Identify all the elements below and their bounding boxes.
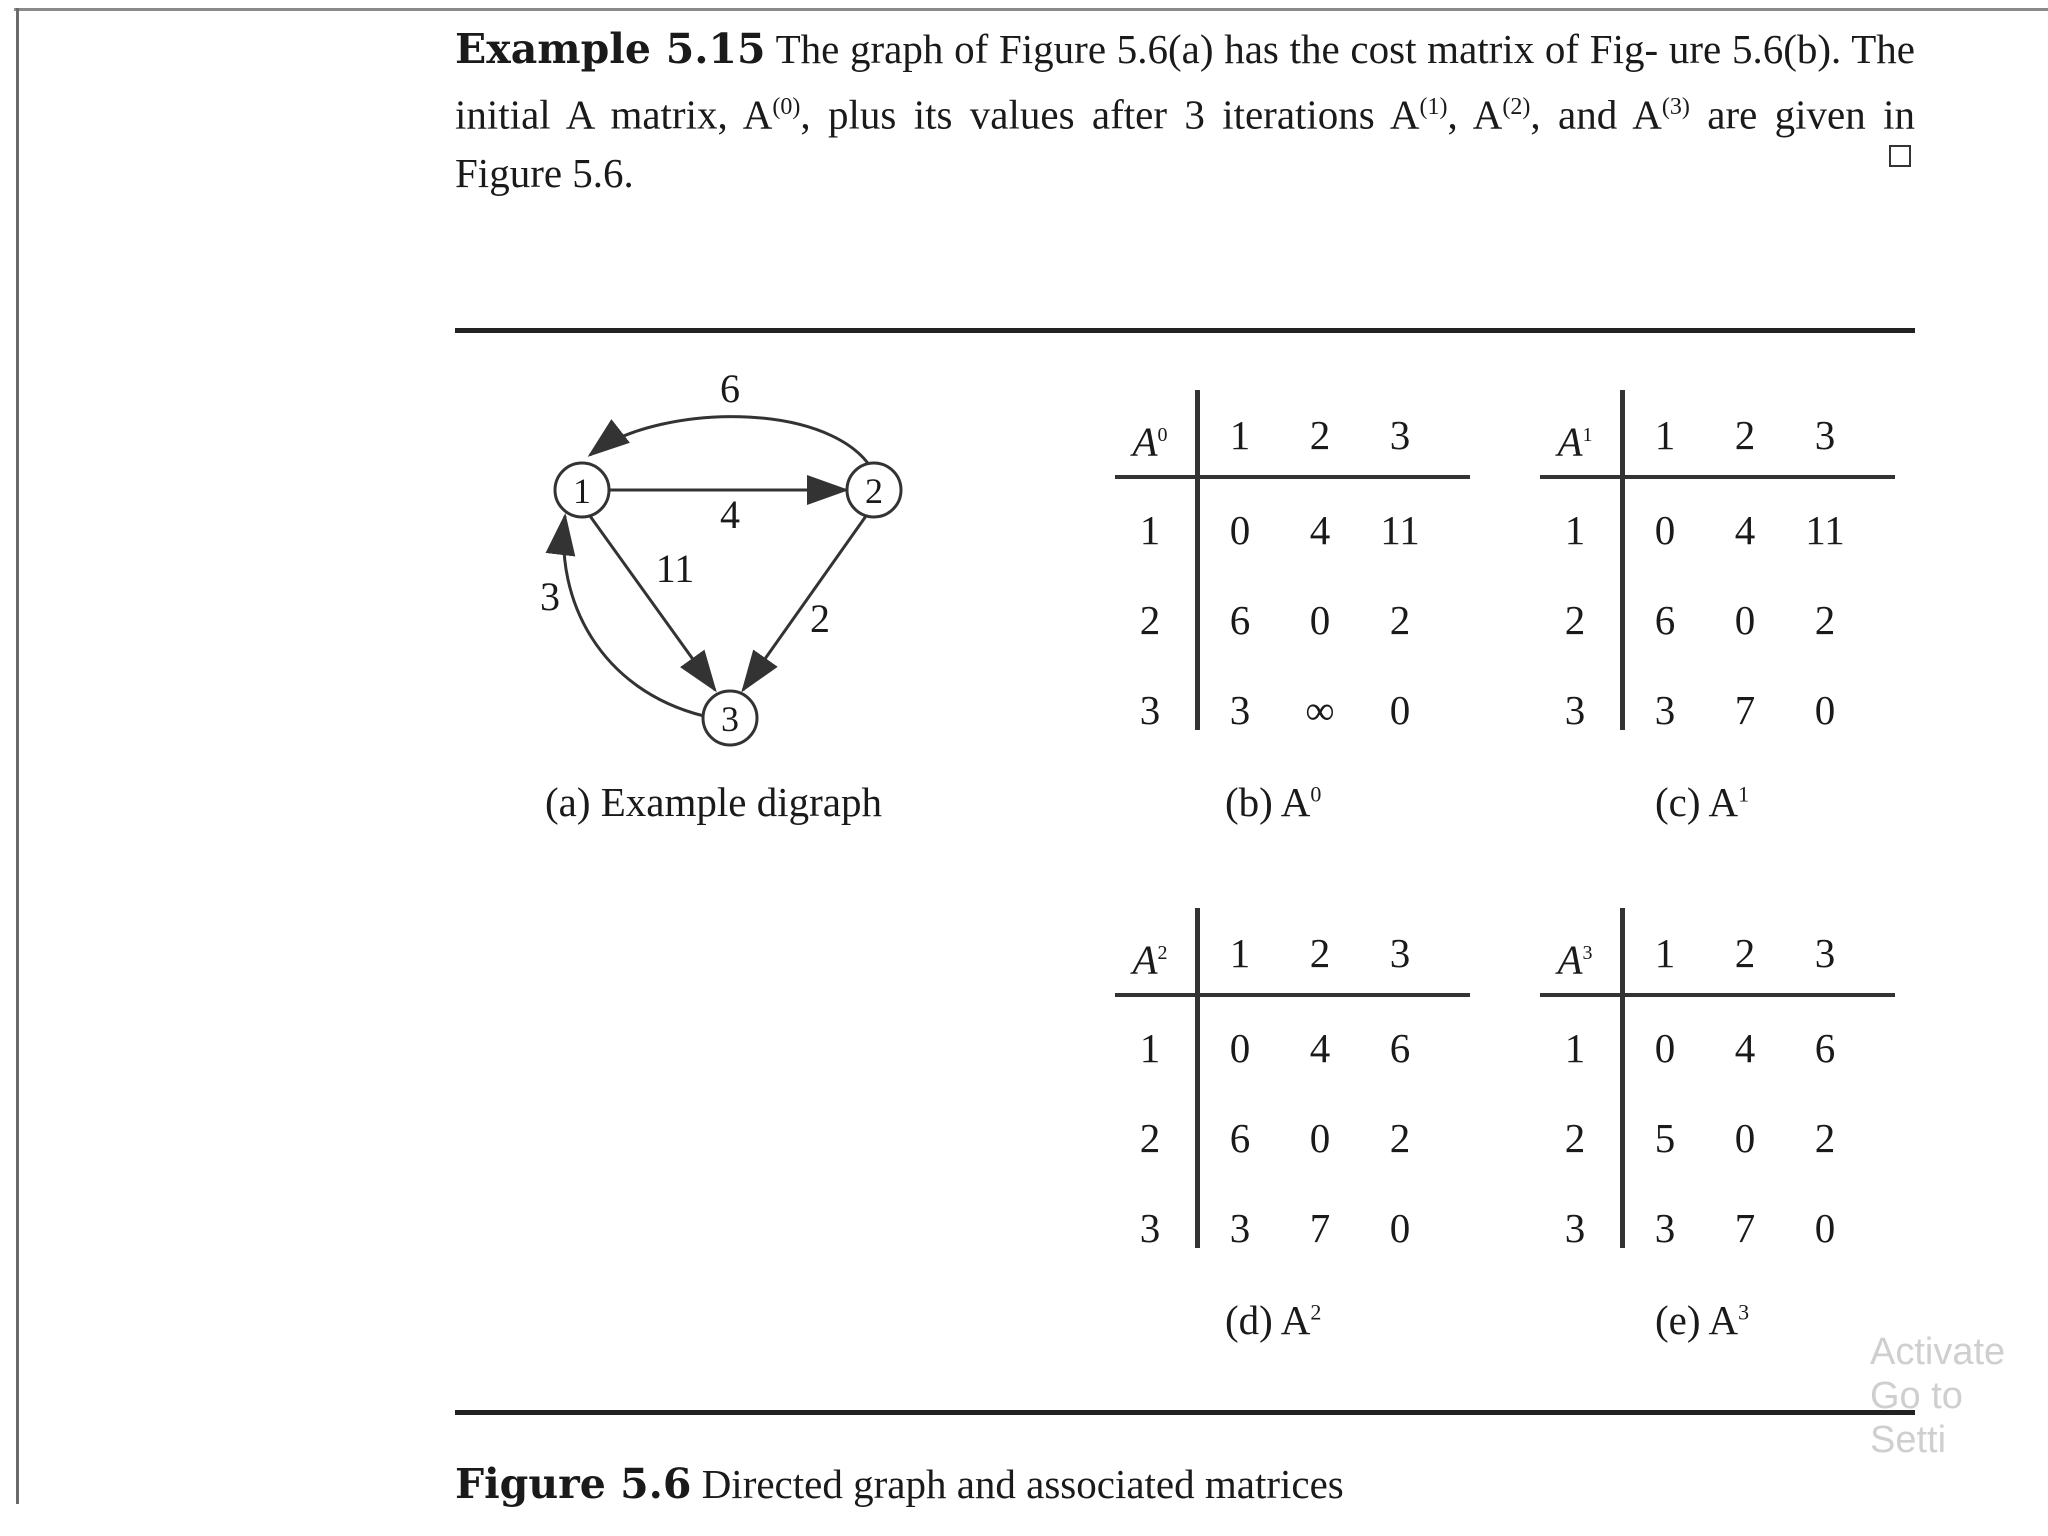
matrix-row-header: 1 [1139,507,1161,553]
matrix-name: A [1557,418,1583,465]
caption-c-sup: 1 [1738,781,1750,807]
matrix-cell: 11 [1380,507,1420,553]
matrix-cell: 4 [1734,1025,1756,1071]
figure-top-rule [455,328,1915,333]
caption-d [1225,1296,1321,1344]
matrix-cell: 6 [1229,1115,1251,1161]
matrix-cell: 0 [1654,507,1676,553]
example-paragraph [455,20,1915,202]
caption-b-sup: 0 [1310,781,1322,807]
node-2-label: 2 [865,471,883,511]
matrix-cell: 7 [1734,687,1756,733]
caption-e [1655,1296,1749,1344]
para-line1: The graph of Figure 5.6(a) has the cost matrix of Fig- [775,26,1659,72]
matrix-sup: 0 [1157,424,1168,446]
edge-label-3: 3 [540,574,560,619]
caption-a: (a) Example digraph [545,779,882,825]
matrix-cell: 0 [1734,1115,1756,1161]
matrix-cell: 7 [1734,1205,1756,1251]
matrix-corner-label [1120,410,1180,467]
matrix-vertical-rule [1620,390,1625,730]
matrix-cell: 6 [1814,1025,1836,1071]
edge-1-3 [590,516,715,690]
para-line2b: , plus its values after 3 iterations [800,91,1375,138]
matrix-cell: 0 [1814,1205,1836,1251]
matrix-sup: 3 [1582,942,1593,964]
sup-a2: (2) [1502,94,1531,120]
matrix-col-header: 3 [1389,412,1411,458]
matrix-cell: 11 [1805,507,1845,553]
matrix-row-header: 2 [1139,597,1161,643]
page-left-border [16,8,19,1504]
matrix-col-header: 3 [1814,412,1836,458]
matrix-name: A [1557,936,1583,983]
matrix-cell: ∞ [1305,687,1335,733]
caption-c-text: (c) A [1655,779,1739,825]
matrix-col-header: 3 [1389,930,1411,976]
matrix-a3 [1530,898,1895,1258]
caption-b [1225,778,1321,826]
sup-a3: (3) [1661,94,1690,120]
matrix-horizontal-rule [1115,993,1470,997]
matrix-col-header: 2 [1734,412,1756,458]
matrix-a2 [1105,898,1470,1258]
caption-e-text: (e) A [1655,1297,1739,1343]
matrix-row-header: 1 [1564,507,1586,553]
caption-c [1655,778,1749,826]
edge-label-11: 11 [655,546,695,591]
matrix-row-header: 2 [1139,1115,1161,1161]
sup-a0: (0) [772,94,801,120]
matrix-col-header: 2 [1734,930,1756,976]
matrix-vertical-rule [1195,908,1200,1248]
example-label: Example 5.15 [455,25,766,73]
matrix-cell: 0 [1389,687,1411,733]
edge-label-4: 4 [720,492,740,537]
matrix-a0 [1105,380,1470,740]
matrix-horizontal-rule [1540,475,1895,479]
matrix-corner-label [1120,928,1180,985]
matrix-cell: 7 [1309,1205,1331,1251]
matrix-cell: 4 [1309,1025,1331,1071]
page-top-border [14,8,2048,11]
matrix-cell: 3 [1229,687,1251,733]
matrix-col-header: 2 [1309,930,1331,976]
matrix-col-header: 1 [1654,930,1676,976]
matrix-row-header: 1 [1564,1025,1586,1071]
figure-caption-text: Directed graph and associated matrices [701,1461,1344,1507]
edge-label-2: 2 [810,596,830,641]
matrix-row-header: 3 [1564,1205,1586,1251]
caption-e-sup: 3 [1738,1299,1750,1325]
sup-a1: (1) [1419,94,1448,120]
para-sep1: , A [1447,91,1503,138]
node-1-label: 1 [573,471,591,511]
matrix-cell: 0 [1654,1025,1676,1071]
matrix-col-header: 1 [1654,412,1676,458]
matrix-cell: 4 [1734,507,1756,553]
matrix-cell: 0 [1229,507,1251,553]
matrix-row-header: 1 [1139,1025,1161,1071]
matrix-row-header: 2 [1564,597,1586,643]
caption-d-sup: 2 [1310,1299,1322,1325]
matrix-cell: 0 [1229,1025,1251,1071]
matrix-cell: 2 [1814,1115,1836,1161]
matrix-a1 [1530,380,1895,740]
edge-2-3 [743,516,866,690]
matrix-vertical-rule [1195,390,1200,730]
matrix-row-header: 3 [1564,687,1586,733]
matrix-sup: 1 [1582,424,1593,446]
matrix-corner-label [1545,928,1605,985]
matrix-row-header: 3 [1139,687,1161,733]
matrix-cell: 6 [1229,597,1251,643]
caption-d-text: (d) A [1225,1297,1311,1343]
matrix-cell: 2 [1389,597,1411,643]
para-a1: A [1389,91,1420,138]
activation-watermark [1870,1330,2048,1462]
para-line3end: are given in Figure 5.6. [455,91,1915,196]
figure-caption-label: Figure 5.6 [455,1460,692,1508]
matrix-cell: 3 [1654,687,1676,733]
watermark-line2: Go to Setti [1870,1375,1963,1461]
matrix-name: A [1132,936,1158,983]
matrix-cell: 2 [1389,1115,1411,1161]
matrix-row-header: 2 [1564,1115,1586,1161]
edge-label-6: 6 [720,370,740,411]
matrix-cell: 5 [1654,1115,1676,1161]
matrix-cell: 2 [1814,597,1836,643]
matrix-cell: 0 [1389,1205,1411,1251]
matrix-name: A [1132,418,1158,465]
figure-bottom-rule [455,1410,1915,1415]
matrix-cell: 0 [1309,1115,1331,1161]
matrix-corner-label [1545,410,1605,467]
edge-2-1 [590,417,878,482]
matrix-sup: 2 [1157,942,1168,964]
example-digraph [520,370,960,770]
matrix-cell: 4 [1309,507,1331,553]
matrix-col-header: 1 [1229,412,1251,458]
matrix-cell: 3 [1654,1205,1676,1251]
matrix-col-header: 3 [1814,930,1836,976]
matrix-horizontal-rule [1540,993,1895,997]
matrix-row-header: 3 [1139,1205,1161,1251]
para-line2: ure 5.6(b). The initial A matrix, A [455,26,1915,138]
matrix-cell: 0 [1309,597,1331,643]
matrix-vertical-rule [1620,908,1625,1248]
watermark-line1: Activate [1870,1331,2006,1373]
matrix-cell: 3 [1229,1205,1251,1251]
matrix-cell: 6 [1389,1025,1411,1071]
matrix-horizontal-rule [1115,475,1470,479]
matrix-col-header: 1 [1229,930,1251,976]
figure-caption [455,1460,1344,1508]
para-sep2: , and A [1530,91,1662,138]
node-3-label: 3 [721,699,739,739]
qed-box-icon [1889,145,1911,167]
caption-b-text: (b) A [1225,779,1311,825]
matrix-col-header: 2 [1309,412,1331,458]
matrix-cell: 6 [1654,597,1676,643]
matrix-cell: 0 [1734,597,1756,643]
matrix-cell: 0 [1814,687,1836,733]
